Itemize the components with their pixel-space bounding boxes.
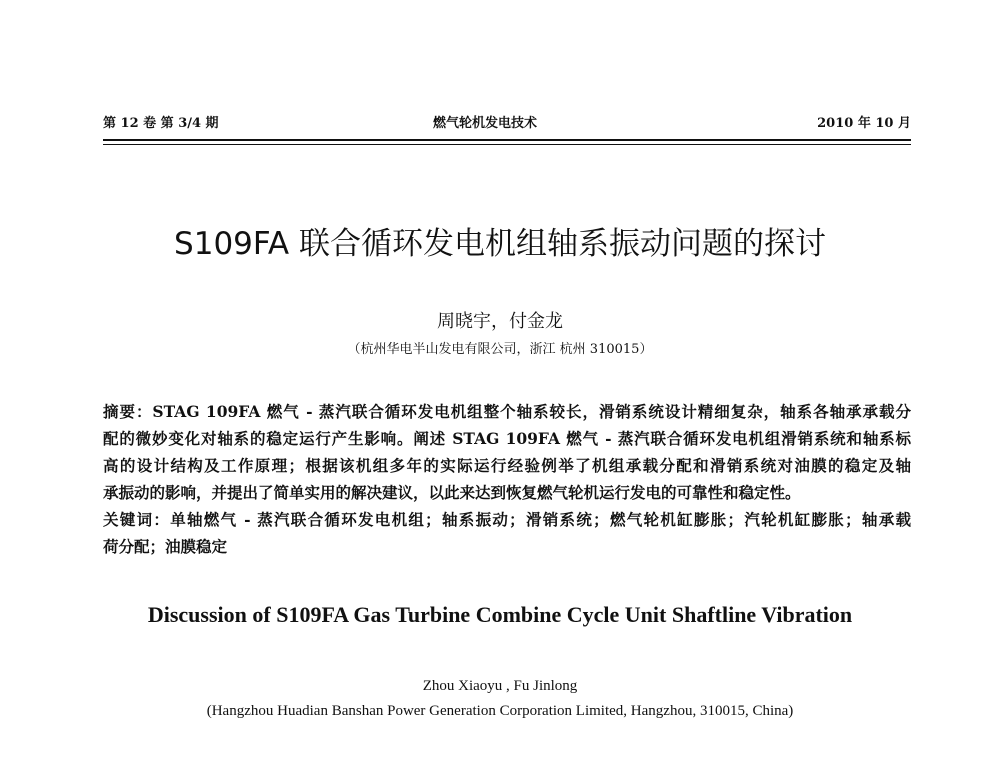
volume-issue: 第 12 卷 第 3/4 期 [103,116,219,131]
keywords-line: 荷分配；油膜稳定 [103,537,228,556]
abstract-line: 高的设计结构及工作原理；根据该机组多年的实际运行经验例举了机组承载分配和滑销系统对油膜的稳定及轴 [103,456,911,475]
authors: 周晓宇，付金龙 [437,311,563,332]
abstract-label: 摘要： [103,403,153,421]
abstract-line: 摘要：STAG 109FA 燃气 - 蒸汽联合循环发电机组整个轴系较长，滑销系统设计精细复杂，轴系各轴承承载分 [103,402,911,421]
keywords-line: 关键词：单轴燃气 - 蒸汽联合循环发电机组；轴系振动；滑销系统；燃气轮机缸膨胀；汽轮机缸膨胀；轴承载 [103,510,911,529]
english-authors: Zhou Xiaoyu , Fu Jinlong [422,678,578,694]
abstract-line: 配的微妙变化对轴系的稳定运行产生影响。阐述 STAG 109FA 燃气 - 蒸汽联合循环发电机组滑销系统和轴系标 [103,429,911,448]
abstract-line: 承振动的影响，并提出了简单实用的解决建议，以此来达到恢复燃气轮机运行发电的可靠性和稳定性。 [103,483,801,502]
header-rule [103,139,911,141]
journal-name: 燃气轮机发电技术 [433,116,538,131]
keywords-label: 关键词： [103,511,171,529]
english-title: Discussion of S109FA Gas Turbine Combine Cycle Unit Shaftline Vibration [147,602,853,627]
affiliation: （杭州华电半山发电有限公司，浙江 杭州 310015） [347,342,653,357]
issue-date: 2010 年 10 月 [817,116,911,131]
header-rule-thin [103,144,911,145]
abstract [103,398,911,560]
paper-title: S109FA 联合循环发电机组轴系振动问题的探讨 [174,226,826,262]
english-affiliation: (Hangzhou Huadian Banshan Power Generation Corporation Limited, Hangzhou, 310015, China) [206,703,794,719]
